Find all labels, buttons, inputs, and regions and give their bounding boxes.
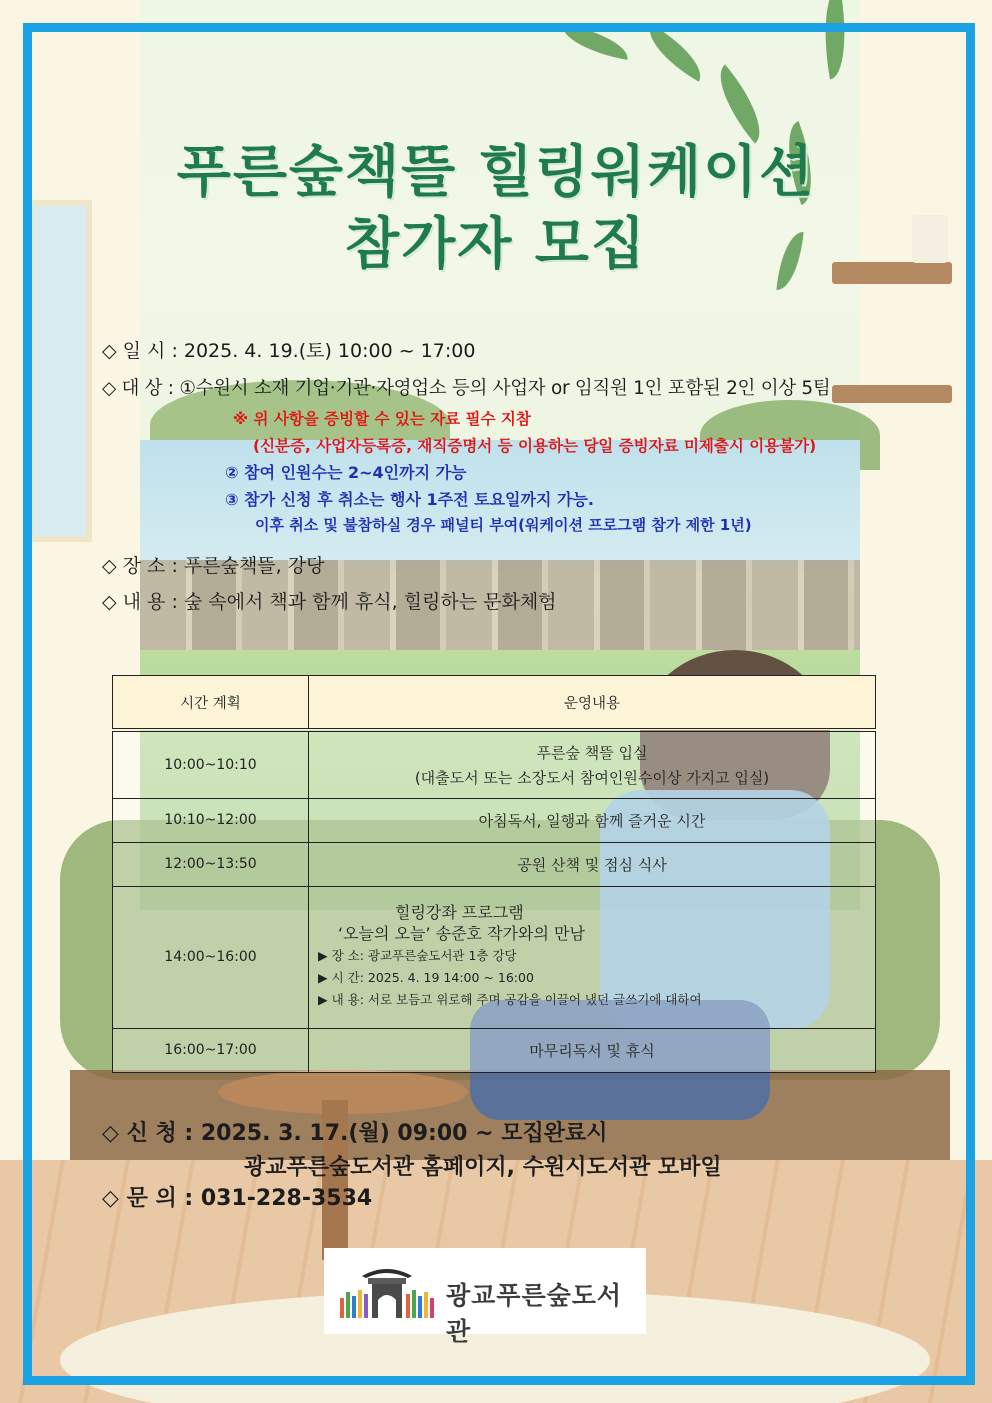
schedule-time: 16:00~17:00 [113, 1028, 309, 1072]
schedule-table [112, 675, 876, 1073]
schedule-content [309, 730, 876, 798]
schedule-content-main: 푸른숲 책뜰 입실 [536, 743, 648, 762]
info-note-documents: (신분증, 사업자등록증, 재직증명서 등 이용하는 당일 증빙자료 미제출시 이용불가) [253, 437, 817, 455]
program-subtitle: ‘오늘의 오늘’ 송준호 작가와의 만남 [338, 924, 585, 944]
schedule-content: 아침독서, 일행과 함께 즐거운 시간 [309, 798, 876, 842]
table-row [113, 886, 876, 1028]
info-content: ◇ 내 용 : 숲 속에서 책과 함께 휴식, 힐링하는 문화체험 [102, 591, 557, 613]
info-participants: ② 참여 인원수는 2~4인까지 가능 [225, 463, 467, 482]
schedule-content: 마무리독서 및 휴식 [309, 1028, 876, 1072]
table-row [113, 730, 876, 798]
program-title: 힐링강좌 프로그램 [395, 903, 524, 923]
info-penalty: 이후 취소 및 불참하실 경우 패널티 부여(워케이션 프로그램 참가 제한 1년) [255, 516, 752, 534]
apply-period: ◇ 신 청 : 2025. 3. 17.(월) 09:00 ~ 모집완료시 [102, 1121, 608, 1146]
program-detail-time: ▶ 시 간: 2025. 4. 19 14:00 ~ 16:00 [318, 969, 534, 985]
schedule-header-content: 운영내용 [309, 676, 876, 731]
library-logo-text: 광교푸른숲도서관 [446, 1281, 623, 1346]
schedule-content [309, 886, 876, 1028]
info-target: ◇ 대 상 : ①수원시 소재 기업·기관·자영업소 등의 사업자 or 임직원 1인 포함된 2인 이상 5팀 [102, 378, 831, 399]
program-detail-content: ▶ 내 용: 서로 보듬고 위로해 주며 공감을 이끌어 냈던 글쓰기에 대하여 [318, 991, 702, 1007]
info-note-proof: ※ 위 사항을 증빙할 수 있는 자료 필수 지참 [233, 410, 531, 428]
schedule-time: 14:00~16:00 [113, 886, 309, 1028]
schedule-time: 12:00~13:50 [113, 842, 309, 886]
schedule-content: 공원 산책 및 점심 식사 [309, 842, 876, 886]
program-detail-place: ▶ 장 소: 광교푸른숲도서관 1층 강당 [318, 947, 517, 963]
apply-channel: 광교푸른숲도서관 홈페이지, 수원시도서관 모바일 [244, 1155, 722, 1180]
library-logo [324, 1248, 646, 1346]
schedule-header-time: 시간 계획 [113, 676, 309, 731]
contact-phone: ◇ 문 의 : 031-228-3534 [102, 1186, 373, 1211]
info-cancel: ③ 참가 신청 후 취소는 행사 1주전 토요일까지 가능. [225, 490, 594, 509]
poster-title-line2: 참가자 모집 [345, 212, 647, 277]
schedule-content-sub: (대출도서 또는 소장도서 참여인원수이상 가지고 입실) [414, 768, 770, 787]
table-row [113, 798, 876, 842]
info-place: ◇ 장 소 : 푸른숲책뜰, 강당 [102, 555, 325, 577]
library-gate-icon [338, 1262, 436, 1320]
table-row [113, 1028, 876, 1072]
schedule-time: 10:10~12:00 [113, 798, 309, 842]
info-date: ◇ 일 시 : 2025. 4. 19.(토) 10:00 ~ 17:00 [102, 340, 476, 362]
poster-title-line1: 푸른숲책뜰 힐링워케이션 [176, 140, 816, 205]
table-row [113, 842, 876, 886]
schedule-time: 10:00~10:10 [113, 730, 309, 798]
